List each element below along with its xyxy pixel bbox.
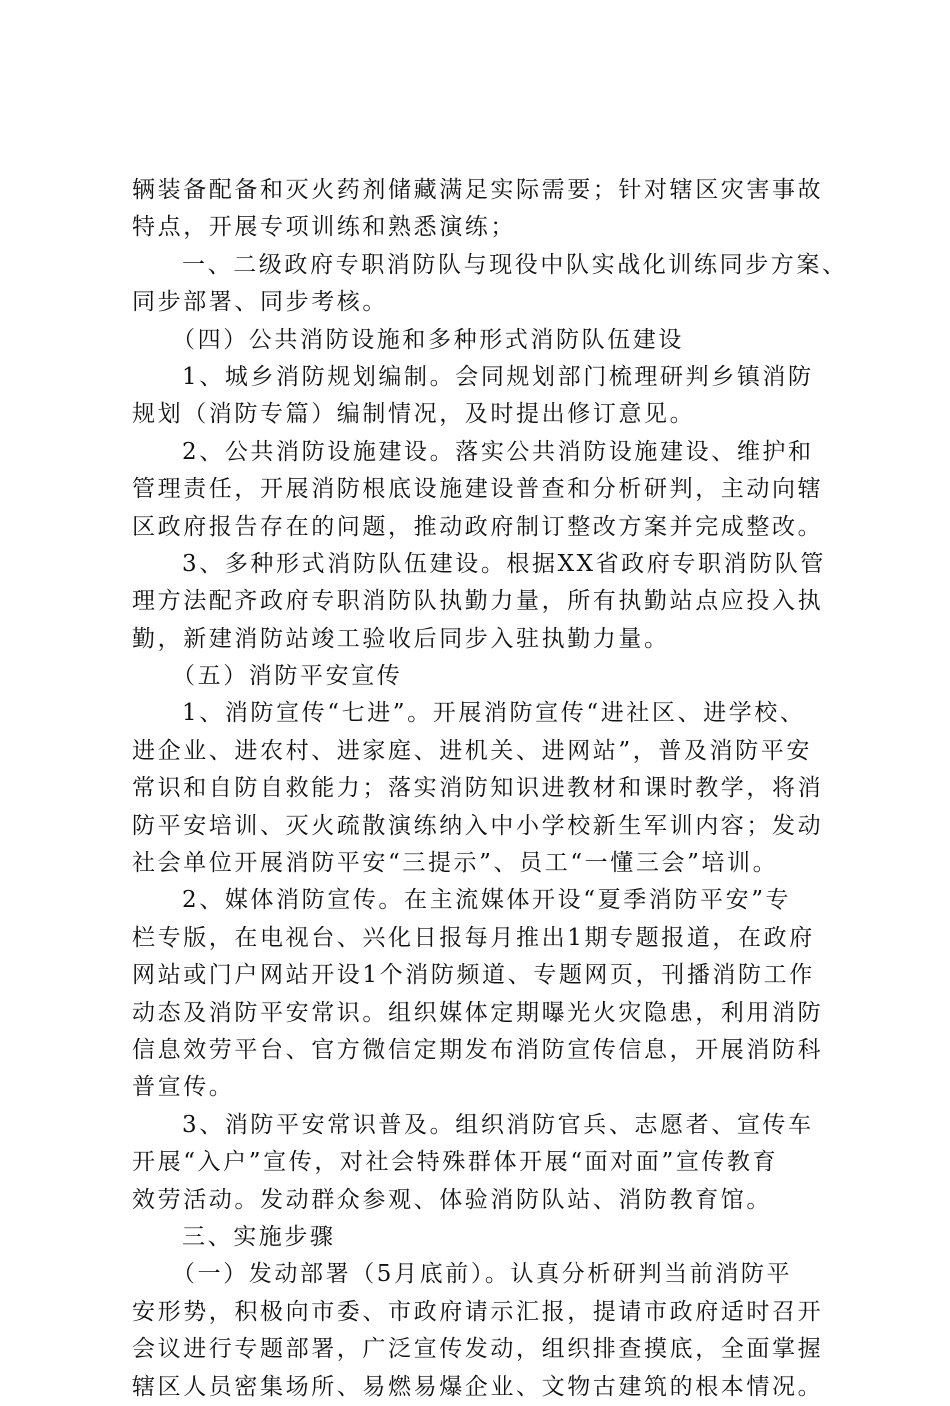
text-line: 辖区人员密集场所、易燃易爆企业、文物古建筑的根本情况。 — [132, 1373, 824, 1400]
text-line: 常识和自防自救能力；落实消防知识进教材和课时教学，将消 — [132, 775, 824, 802]
text-line: 特点，开展专项训练和熟悉演练； — [132, 214, 516, 241]
text-line: 区政府报告存在的问题，推动政府制订整改方案并完成整改。 — [132, 513, 824, 540]
text-line: 一、二级政府专职消防队与现役中队实战化训练同步方案、 — [182, 251, 848, 278]
text-line: （五）消防平安宣传 — [172, 663, 403, 690]
text-line: 进企业、进农村、进家庭、进机关、进网站”，普及消防平安 — [132, 737, 812, 764]
text-line: 勤，新建消防站竣工验收后同步入驻执勤力量。 — [132, 625, 670, 652]
text-line: 会议进行专题部署，广泛宣传发动，组织排查摸底，全面掌握 — [132, 1336, 824, 1363]
text-line: 效劳活动。发动群众参观、体验消防队站、消防教育馆。 — [132, 1186, 772, 1213]
text-line: 开展“入户”宣传，对社会特殊群体开展“面对面”宣传教育 — [132, 1149, 779, 1176]
text-line: （一）发动部署（5月底前）。认真分析研判当前消防平 — [172, 1261, 793, 1288]
text-line: 1、城乡消防规划编制。会同规划部门梳理研判乡镇消防 — [182, 363, 814, 390]
text-line: 同步部署、同步考核。 — [132, 289, 388, 316]
text-line: （四）公共消防设施和多种形式消防队伍建设 — [172, 326, 684, 353]
text-line: 普宣传。 — [132, 1074, 235, 1101]
text-line: 防平安培训、灭火疏散演练纳入中小学校新生军训内容；发动 — [132, 812, 824, 839]
text-line: 理方法配齐政府专职消防队执勤力量，所有执勤站点应投入执 — [132, 588, 824, 615]
text-line: 信息效劳平台、官方微信定期发布消防宣传信息，开展消防科 — [132, 1036, 824, 1063]
text-line: 规划（消防专篇）编制情况，及时提出修订意见。 — [132, 401, 696, 428]
text-line: 网站或门户网站开设1个消防频道、专题网页，刊播消防工作 — [132, 962, 815, 989]
text-line: 3、消防平安常识普及。组织消防官兵、志愿者、宣传车 — [182, 1111, 814, 1138]
document-body — [132, 172, 848, 1406]
text-line: 安形势，积极向市委、市政府请示汇报，提请市政府适时召开 — [132, 1298, 824, 1325]
text-line: 1、消防宣传“七进”。开展消防宣传“进社区、进学校、 — [182, 700, 806, 727]
text-line: 社会单位开展消防平安“三提示”、员工“一懂三会”培训。 — [132, 850, 779, 877]
text-line: 动态及消防平安常识。组织媒体定期曝光火灾隐患，利用消防 — [132, 999, 824, 1026]
text-line: 管理责任，开展消防根底设施建设普查和分析研判，主动向辖 — [132, 476, 824, 503]
text-line: 2、公共消防设施建设。落实公共消防设施建设、维护和 — [182, 438, 814, 465]
text-line: 栏专版，在电视台、兴化日报每月推出1期专题报道，在政府 — [132, 924, 815, 951]
text-line: 三、实施步骤 — [182, 1223, 336, 1250]
text-line: 3、多种形式消防队伍建设。根据XX省政府专职消防队管 — [182, 550, 826, 577]
text-line: 辆装备配备和灭火药剂储藏满足实际需要；针对辖区灾害事故 — [132, 177, 824, 203]
text-line: 2、媒体消防宣传。在主流媒体开设“夏季消防平安”专 — [182, 887, 792, 914]
